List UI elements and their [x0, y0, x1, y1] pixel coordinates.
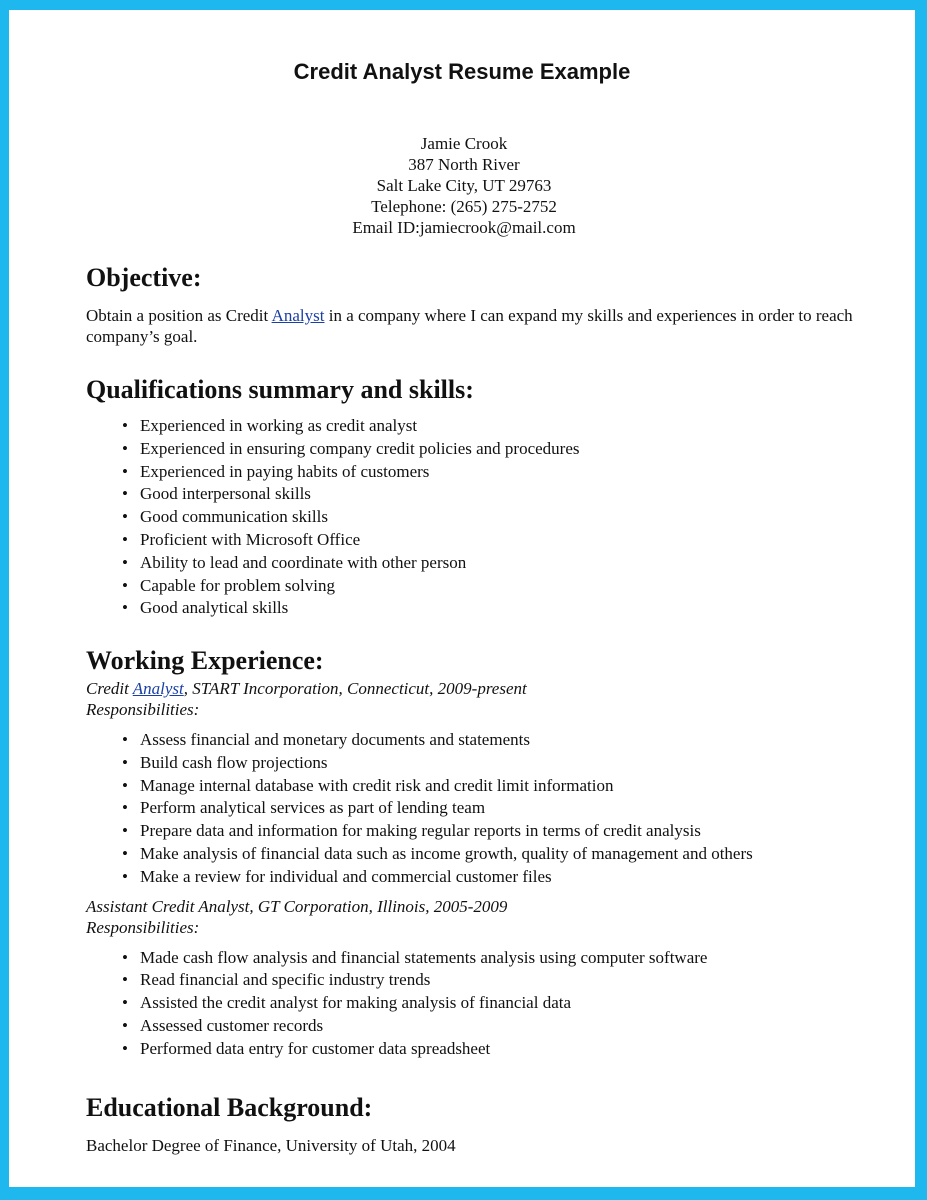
- objective-text-part: Obtain a position as Credit: [86, 306, 272, 325]
- qualifications-section: [86, 375, 906, 620]
- experience-section: [86, 646, 906, 1061]
- contact-telephone: Telephone: (265) 275-2752: [371, 197, 557, 216]
- list-item: • Experienced in paying habits of customers: [86, 461, 906, 484]
- list-item: • Performed data entry for customer data spreadsheet: [86, 1038, 906, 1061]
- page-title: Credit Analyst Resume Example: [293, 59, 631, 84]
- list-item: • Assess financial and monetary documents and statements: [86, 729, 906, 752]
- list-item: • Experienced in ensuring company credit policies and procedures: [86, 438, 906, 461]
- list-item: • Good interpersonal skills: [86, 483, 906, 506]
- list-item: • Manage internal database with credit risk and credit limit information: [86, 775, 906, 798]
- list-item: • Perform analytical services as part of lending team: [86, 797, 906, 820]
- contact-address-line1: 387 North River: [408, 155, 520, 174]
- job-entry: [86, 896, 906, 1061]
- responsibilities-label: Responsibilities:: [86, 700, 200, 719]
- objective-section: [86, 263, 906, 347]
- list-item: • Make a review for individual and commercial customer files: [86, 866, 906, 889]
- contact-block: [9, 133, 919, 238]
- contact-address-line2: Salt Lake City, UT 29763: [376, 176, 552, 195]
- objective-text: [86, 305, 906, 347]
- list-item: • Ability to lead and coordinate with other person: [86, 552, 906, 575]
- job-title-part: Credit: [86, 679, 133, 698]
- objective-heading: Objective:: [86, 263, 202, 292]
- job-title-part: , START Incorporation, Connecticut, 2009-present: [183, 679, 527, 698]
- list-item: • Make analysis of financial data such as income growth, quality of management and others: [86, 843, 906, 866]
- contact-email: Email ID:jamiecrook@mail.com: [352, 218, 576, 237]
- list-item: • Made cash flow analysis and financial statements analysis using computer software: [86, 947, 906, 970]
- list-item: • Assessed customer records: [86, 1015, 906, 1038]
- qualifications-heading: Qualifications summary and skills:: [86, 375, 474, 404]
- qualifications-list: [86, 415, 906, 620]
- job-title: Assistant Credit Analyst, GT Corporation, Illinois, 2005-2009: [86, 896, 508, 916]
- job-entry: [86, 678, 906, 889]
- list-item: • Assisted the credit analyst for making analysis of financial data: [86, 992, 906, 1015]
- list-item: • Good analytical skills: [86, 597, 906, 620]
- experience-heading: Working Experience:: [86, 646, 324, 675]
- responsibilities-label: Responsibilities:: [86, 917, 200, 937]
- analyst-link[interactable]: Analyst: [132, 679, 184, 698]
- list-item: • Good communication skills: [86, 506, 906, 529]
- responsibilities-list: [86, 947, 906, 1061]
- education-section: [86, 1093, 906, 1156]
- job-title: [86, 678, 906, 699]
- objective-text-part: in a company where I can expand my skills and experiences in order to reach company’s goal.: [86, 306, 853, 346]
- education-heading: Educational Background:: [86, 1093, 373, 1122]
- list-item: • Build cash flow projections: [86, 752, 906, 775]
- list-item: • Read financial and specific industry trends: [86, 969, 906, 992]
- analyst-link[interactable]: Analyst: [271, 306, 325, 325]
- list-item: • Experienced in working as credit analyst: [86, 415, 906, 438]
- contact-name: Jamie Crook: [420, 134, 508, 153]
- education-text: Bachelor Degree of Finance, University of Utah, 2004: [86, 1136, 456, 1155]
- list-item: • Prepare data and information for making regular reports in terms of credit analysis: [86, 820, 906, 843]
- list-item: • Proficient with Microsoft Office: [86, 529, 906, 552]
- responsibilities-list: [86, 729, 906, 889]
- list-item: • Capable for problem solving: [86, 575, 906, 598]
